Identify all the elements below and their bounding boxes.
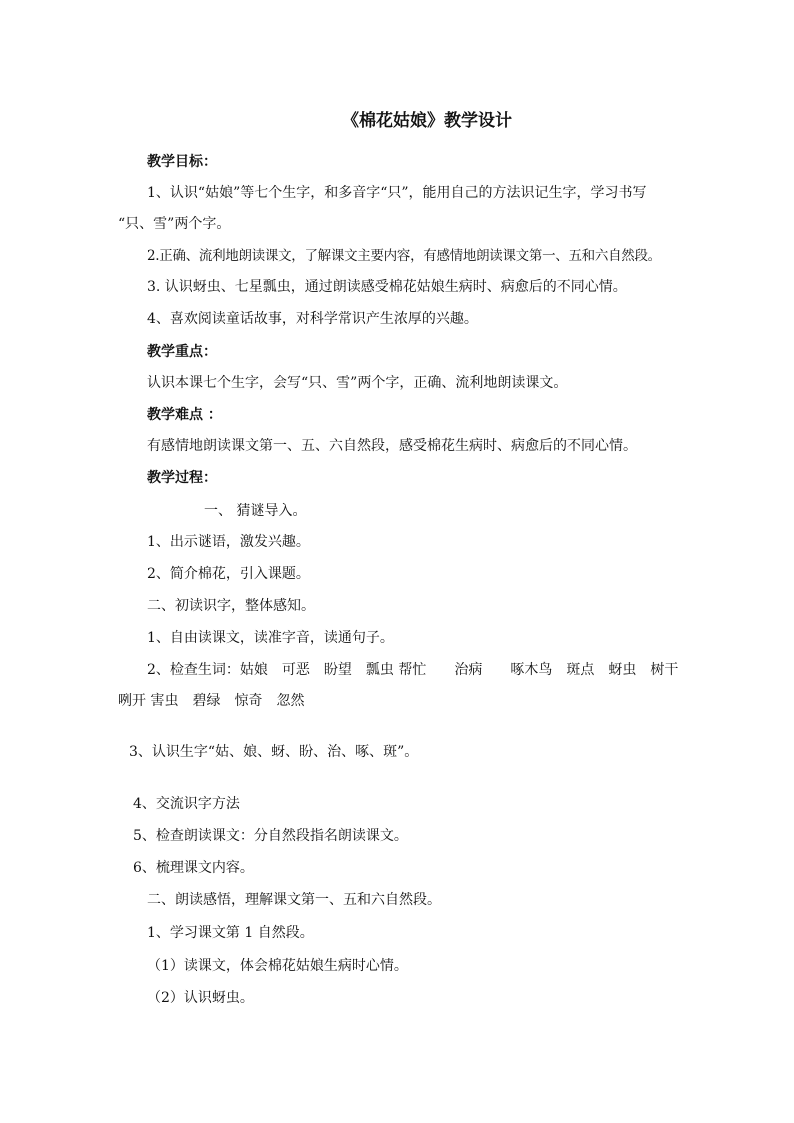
step-1-2: 2、简介棉花，引入课题。 — [147, 566, 310, 582]
step-3-1: 1、学习课文第 1 自然段。 — [147, 925, 314, 941]
goal-1-line-b: “只、雪”两个字。 — [118, 216, 231, 232]
goal-2: 2.正确、流利地朗读课文，了解课文主要内容，有感情地朗读课文第一、五和六自然段。 — [147, 248, 661, 264]
step-1: 一、 猜谜导入。 — [204, 503, 307, 519]
step-2: 二、初读识字，整体感知。 — [147, 598, 315, 614]
goal-1-line-a: 1、认识“姑娘”等七个生字，和多音字“只”，能用自己的方法识记生字，学习书写 — [147, 185, 647, 201]
step-2-5: 5、检查朗读课文：分自然段指名朗读课文。 — [133, 828, 408, 844]
goals-heading: 教学目标： — [147, 154, 217, 170]
step-2-6: 6、梳理课文内容。 — [133, 860, 254, 876]
difficulty-text: 有感情地朗读课文第一、五、六自然段，感受棉花生病时、病愈后的不同心情。 — [147, 438, 637, 454]
step-2-2-line-b: 咧开 害虫 碧绿 惊奇 忽然 — [118, 693, 305, 709]
step-1-1: 1、出示谜语，激发兴趣。 — [147, 534, 310, 550]
step-2-1: 1、自由读课文，读准字音，读通句子。 — [147, 630, 394, 646]
document-title: 《棉花姑娘》教学设计 — [342, 111, 512, 131]
step-2-3: 3、认识生字“姑、娘、蚜、盼、治、啄、斑”。 — [129, 744, 419, 760]
goal-4: 4、喜欢阅读童话故事，对科学常识产生浓厚的兴趣。 — [147, 311, 478, 327]
step-2-2-line-a: 2、检查生词：姑娘 可恶 盼望 瓢虫 帮忙 治病 啄木鸟 斑点 蚜虫 树干 — [147, 662, 679, 678]
goal-3: 3. 认识蚜虫、七星瓢虫，通过朗读感受棉花姑娘生病时、病愈后的不同心情。 — [147, 279, 627, 295]
step-3-1-1: （1）读课文，体会棉花姑娘生病时心情。 — [147, 958, 408, 974]
step-3: 二、朗读感悟，理解课文第一、五和六自然段。 — [147, 892, 441, 908]
step-3-1-2: （2）认识蚜虫。 — [147, 990, 254, 1006]
process-heading: 教学过程： — [147, 470, 217, 486]
difficulty-heading: 教学难点 ： — [147, 407, 222, 423]
key-points-text: 认识本课七个生字，会写“只、雪”两个字，正确、流利地朗读课文。 — [147, 375, 568, 391]
key-points-heading: 教学重点： — [147, 344, 217, 360]
step-2-4: 4、交流识字方法 — [133, 796, 240, 812]
